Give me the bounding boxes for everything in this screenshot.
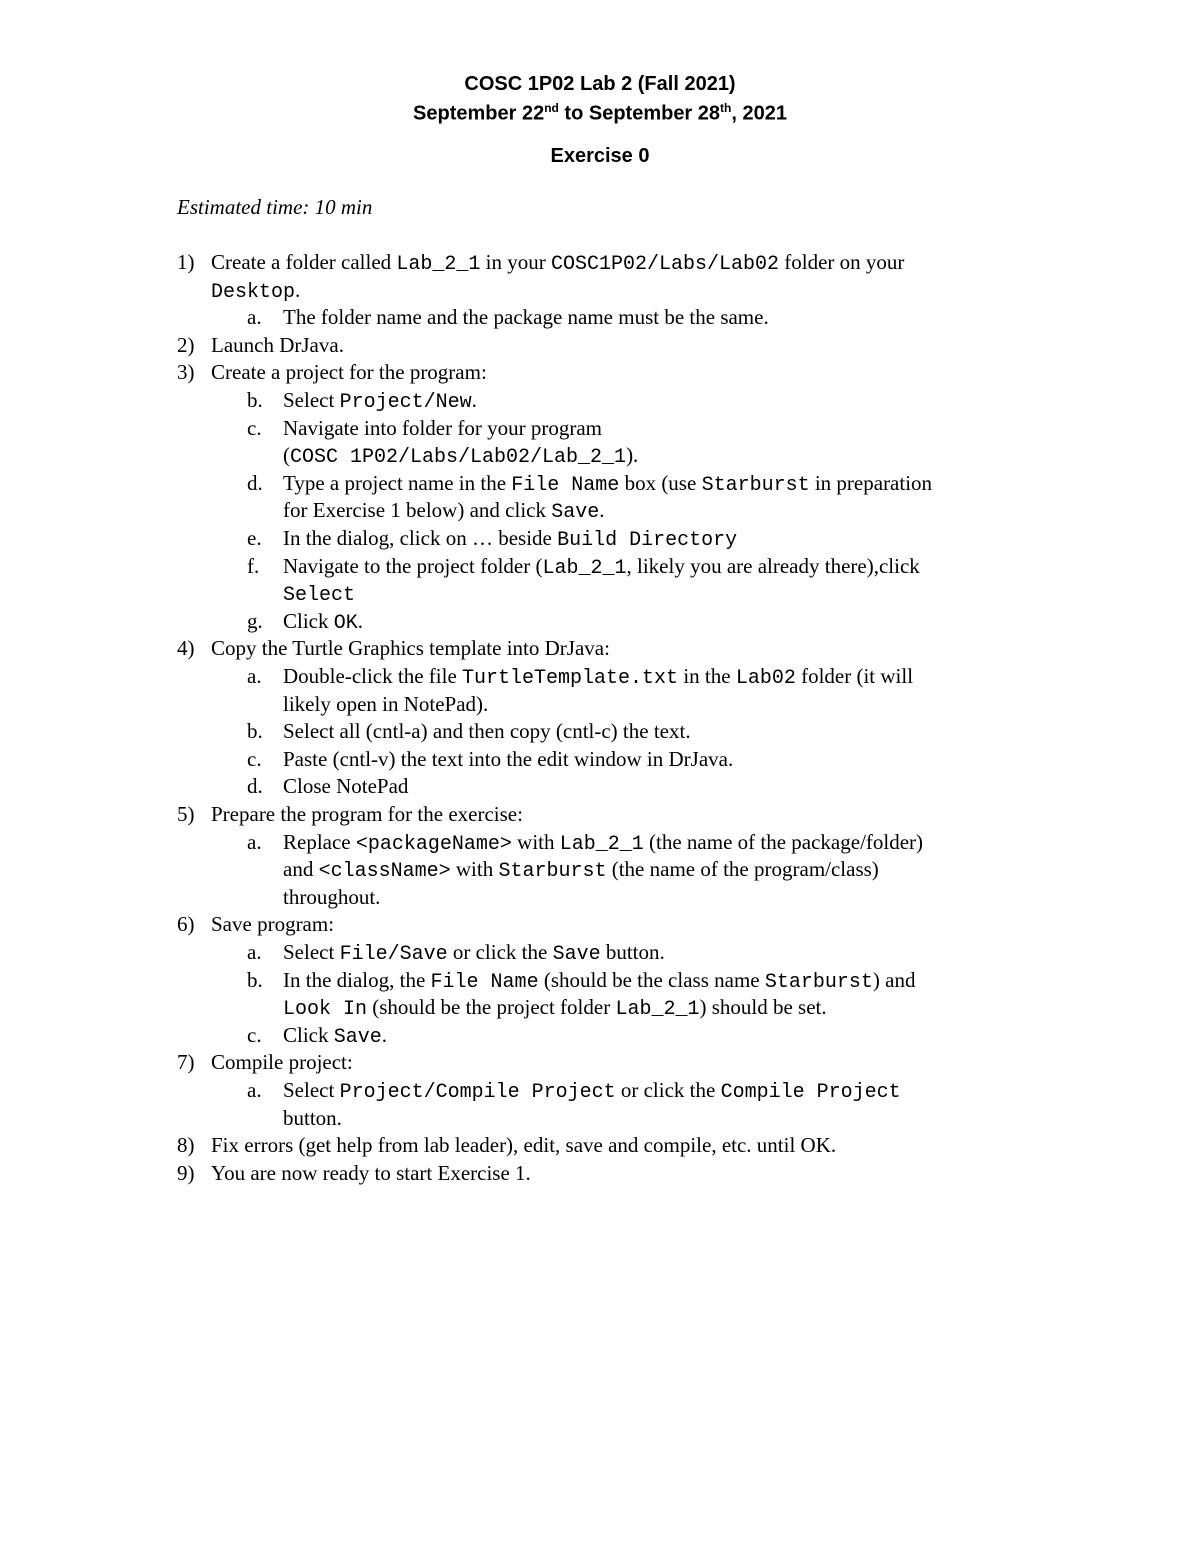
item-letter: c. xyxy=(247,746,262,771)
plain-text: (should be the class name xyxy=(538,967,765,992)
item-text xyxy=(283,690,488,718)
code-text: COSC 1P02/Labs/Lab02/Lab_2_1 xyxy=(290,446,627,470)
plain-text: for Exercise 1 below) and click xyxy=(283,498,552,523)
item-letter: a. xyxy=(247,940,262,964)
plain-text: . xyxy=(599,498,605,523)
item-text xyxy=(283,496,605,527)
code-text: Desktop xyxy=(211,280,296,304)
item-text xyxy=(211,331,344,359)
plain-text: or click the xyxy=(615,1078,721,1102)
item-number: 2) xyxy=(177,332,195,357)
plain-text: in preparation xyxy=(809,470,933,495)
item-text xyxy=(283,662,913,693)
plain-text: (the name of the program/class) xyxy=(606,857,879,882)
date-text: , 2021 xyxy=(731,102,787,125)
plain-text: folder (it will xyxy=(795,664,914,688)
code-text: Lab_2_1 xyxy=(559,832,644,856)
item-letter: f. xyxy=(247,553,260,578)
plain-text: Type a project name in the xyxy=(283,470,512,495)
item-text xyxy=(283,524,737,555)
plain-text: likely open in NotePad). xyxy=(283,691,489,716)
item-text xyxy=(283,579,355,610)
plain-text: The folder name and the package name must be the same. xyxy=(283,305,769,330)
plain-text: or click the xyxy=(447,940,553,964)
plain-text: Paste (cntl-v) the text into the edit window in DrJava. xyxy=(283,746,734,771)
item-text xyxy=(283,828,923,859)
item-number: 4) xyxy=(177,636,195,661)
date-text: September 22 xyxy=(413,102,545,125)
item-text xyxy=(283,414,602,442)
item-text xyxy=(211,1048,353,1076)
item-text xyxy=(283,993,827,1024)
exercise-heading: Exercise 0 xyxy=(550,145,650,167)
plain-text: ) should be set. xyxy=(699,995,827,1020)
code-text: Compile Project xyxy=(720,1081,901,1104)
item-letter: d. xyxy=(247,774,263,799)
code-text: Starburst xyxy=(498,860,607,884)
plain-text: In the dialog, the xyxy=(283,967,431,992)
item-text xyxy=(283,745,733,773)
plain-text: Double-click the file xyxy=(283,664,463,688)
item-text xyxy=(283,441,638,472)
plain-text: . xyxy=(381,1022,388,1047)
item-text xyxy=(283,303,769,331)
code-text: Project/Compile Project xyxy=(339,1081,616,1104)
plain-text: Select xyxy=(283,388,340,412)
plain-text: (should be the project folder xyxy=(367,995,616,1020)
plain-text: . xyxy=(357,608,364,633)
plain-text: ) and xyxy=(872,967,916,992)
item-letter: a. xyxy=(247,1078,262,1102)
plain-text: Fix errors (get help from lab leader), edit, save and compile, etc. until OK. xyxy=(211,1133,837,1158)
code-text: Lab_2_1 xyxy=(396,253,481,276)
code-text: File Name xyxy=(511,473,620,497)
plain-text: You are now ready to start Exercise 1. xyxy=(211,1160,531,1185)
item-text xyxy=(283,386,477,417)
plain-text: Navigate into folder for your program xyxy=(283,415,602,440)
plain-text: Replace xyxy=(283,829,356,854)
item-text xyxy=(283,607,363,638)
plain-text: Create a project for the program: xyxy=(211,360,487,385)
item-letter: b. xyxy=(247,967,263,992)
plain-text: Prepare the program for the exercise: xyxy=(211,802,523,826)
item-letter: b. xyxy=(247,719,263,744)
code-text: COSC1P02/Labs/Lab02 xyxy=(550,253,780,276)
item-letter: c. xyxy=(247,1022,262,1047)
code-text: Lab_2_1 xyxy=(615,998,700,1022)
plain-text: Select all (cntl-a) and then copy (cntl-c) the text. xyxy=(283,719,691,744)
estimated-time: Estimated time: 10 min xyxy=(177,195,373,219)
code-text: Select xyxy=(283,584,356,608)
plain-text: button. xyxy=(283,1105,342,1130)
item-number: 3) xyxy=(177,360,195,385)
plain-text: Compile project: xyxy=(211,1050,353,1075)
item-text xyxy=(211,800,523,828)
item-letter: a. xyxy=(247,829,262,854)
item-text xyxy=(283,1076,901,1107)
item-number: 7) xyxy=(177,1050,195,1075)
date-range xyxy=(0,101,1200,126)
plain-text: (the name of the package/folder) xyxy=(643,829,924,854)
item-text xyxy=(283,1021,387,1052)
item-text xyxy=(211,1159,531,1187)
item-letter: a. xyxy=(247,664,262,688)
item-number: 5) xyxy=(177,802,195,826)
item-text xyxy=(283,772,408,800)
item-letter: d. xyxy=(247,470,263,495)
item-text xyxy=(283,883,380,911)
code-text: Build Directory xyxy=(557,529,738,552)
plain-text: in your xyxy=(480,250,551,274)
code-text: Starburst xyxy=(764,970,873,994)
plain-text: Launch DrJava. xyxy=(211,332,344,357)
plain-text: and xyxy=(283,857,319,882)
plain-text: throughout. xyxy=(283,884,381,909)
item-number: 8) xyxy=(177,1133,195,1158)
document-title: COSC 1P02 Lab 2 (Fall 2021) xyxy=(464,73,736,95)
code-text: Save xyxy=(551,501,600,525)
item-text xyxy=(211,248,904,279)
item-text xyxy=(283,717,691,745)
item-letter: b. xyxy=(247,388,263,412)
code-text: Save xyxy=(333,1025,382,1049)
date-ordinal: th xyxy=(720,101,732,115)
code-text: OK xyxy=(333,611,358,635)
item-text xyxy=(283,966,915,997)
item-text xyxy=(211,358,487,386)
code-text: Project/New xyxy=(339,391,472,414)
item-text xyxy=(211,634,610,662)
item-number: 1) xyxy=(177,250,195,274)
plain-text: Create a folder called xyxy=(211,250,397,274)
plain-text: folder on your xyxy=(779,250,905,274)
plain-text: . xyxy=(295,277,301,302)
code-text: Lab02 xyxy=(735,667,796,690)
plain-text: Save program: xyxy=(211,912,335,937)
code-text: TurtleTemplate.txt xyxy=(462,667,679,690)
plain-text: in the xyxy=(678,664,736,688)
code-text: <className> xyxy=(318,860,451,884)
code-text: Lab_2_1 xyxy=(542,556,627,580)
plain-text: . xyxy=(471,388,477,412)
code-text: File Name xyxy=(430,970,539,994)
item-text xyxy=(283,855,879,886)
plain-text: ). xyxy=(626,443,639,468)
plain-text: In the dialog, click on … beside xyxy=(283,526,558,550)
item-number: 9) xyxy=(177,1160,195,1185)
item-letter: e. xyxy=(247,526,262,550)
code-text: <packageName> xyxy=(355,832,512,856)
item-text xyxy=(211,1131,836,1159)
date-text: to September 28 xyxy=(558,102,721,125)
plain-text: Navigate to the project folder ( xyxy=(283,553,543,578)
item-letter: c. xyxy=(247,415,262,440)
plain-text: Click xyxy=(283,608,334,633)
item-text xyxy=(283,552,920,583)
plain-text: Click xyxy=(283,1022,334,1047)
plain-text: Select xyxy=(283,940,340,964)
plain-text: box (use xyxy=(619,470,702,495)
plain-text: with xyxy=(511,829,560,854)
plain-text: Select xyxy=(283,1078,340,1102)
date-ordinal: nd xyxy=(544,101,559,115)
item-letter: g. xyxy=(247,608,263,633)
item-number: 6) xyxy=(177,912,195,937)
code-text: Save xyxy=(552,943,601,966)
code-text: Starburst xyxy=(701,473,810,497)
plain-text: Close NotePad xyxy=(283,774,409,799)
plain-text: Copy the Turtle Graphics template into DrJava: xyxy=(211,636,610,661)
item-letter: a. xyxy=(247,305,262,330)
code-text: File/Save xyxy=(339,943,448,966)
item-text xyxy=(283,1104,342,1132)
plain-text: , likely you are already there),click xyxy=(626,553,920,578)
item-text xyxy=(211,276,300,307)
item-text xyxy=(283,938,665,969)
item-text xyxy=(283,469,932,500)
plain-text: ( xyxy=(283,443,290,468)
plain-text: button. xyxy=(600,940,665,964)
plain-text: with xyxy=(450,857,499,882)
code-text: Look In xyxy=(283,998,368,1022)
item-text xyxy=(211,910,334,938)
